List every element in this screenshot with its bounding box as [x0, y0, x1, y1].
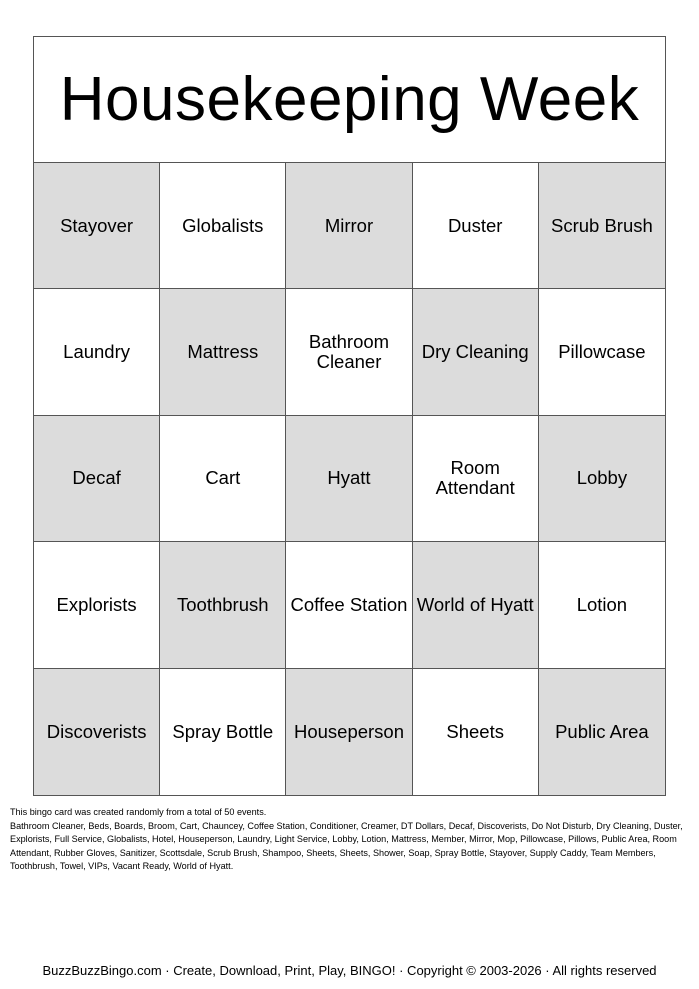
bingo-card: [33, 36, 666, 796]
bingo-cell: Discoverists: [34, 669, 160, 795]
bingo-cell: Cart: [160, 416, 286, 542]
bingo-cell: Sheets: [413, 669, 539, 795]
bingo-cell: Bathroom Cleaner: [286, 289, 412, 415]
bingo-cell: Dry Cleaning: [413, 289, 539, 415]
bingo-cell: Lotion: [539, 542, 665, 668]
bingo-cell: Coffee Station: [286, 542, 412, 668]
bingo-cell: Laundry: [34, 289, 160, 415]
bingo-cell: Toothbrush: [160, 542, 286, 668]
footer-copyright: BuzzBuzzBingo.com · Create, Download, Print, Play, BINGO! · Copyright © 2003-2026 · All rights reserved: [42, 963, 657, 978]
bingo-cell: Scrub Brush: [539, 163, 665, 289]
card-note: [10, 806, 692, 874]
bingo-cell: Pillowcase: [539, 289, 665, 415]
bingo-cell: Duster: [413, 163, 539, 289]
bingo-cell: Spray Bottle: [160, 669, 286, 795]
bingo-cell: World of Hyatt: [413, 542, 539, 668]
bingo-cell: Public Area: [539, 669, 665, 795]
note-event-list: Bathroom Cleaner, Beds, Boards, Broom, Cart, Chauncey, Coffee Station, Conditioner, Creamer, DT Dollars, Decaf, Discoverists, Do Not Disturb, Dry Cleaning, Duster, Explorists, Full Service, Globalists, Hotel, Houseperson, Laundry, Light Service, Lobby, Lotion, Mattress, Member, Mirror, Mop, Pillowcase, Pillows, Public Area, Room Attendant, Rubber Gloves, Sanitizer, Scottsdale, Scrub Brush, Shampoo, Sheets, Sheets, Shower, Soap, Spray Bottle, Stayover, Supply Caddy, Team Members, Toothbrush, Towel, VIPs, Vacant Ready, World of Hyatt.: [10, 820, 683, 871]
bingo-cell: Mirror: [286, 163, 412, 289]
bingo-cell: Decaf: [34, 416, 160, 542]
bingo-cell: Stayover: [34, 163, 160, 289]
bingo-cell: Explorists: [34, 542, 160, 668]
bingo-cell: Houseperson: [286, 669, 412, 795]
bingo-grid: [34, 163, 665, 795]
note-intro: This bingo card was created randomly from a total of 50 events.: [10, 807, 267, 817]
bingo-cell: Lobby: [539, 416, 665, 542]
bingo-cell: Room Attendant: [413, 416, 539, 542]
bingo-cell: Hyatt: [286, 416, 412, 542]
bingo-cell: Mattress: [160, 289, 286, 415]
bingo-cell: Globalists: [160, 163, 286, 289]
card-title: Housekeeping Week: [34, 37, 665, 163]
